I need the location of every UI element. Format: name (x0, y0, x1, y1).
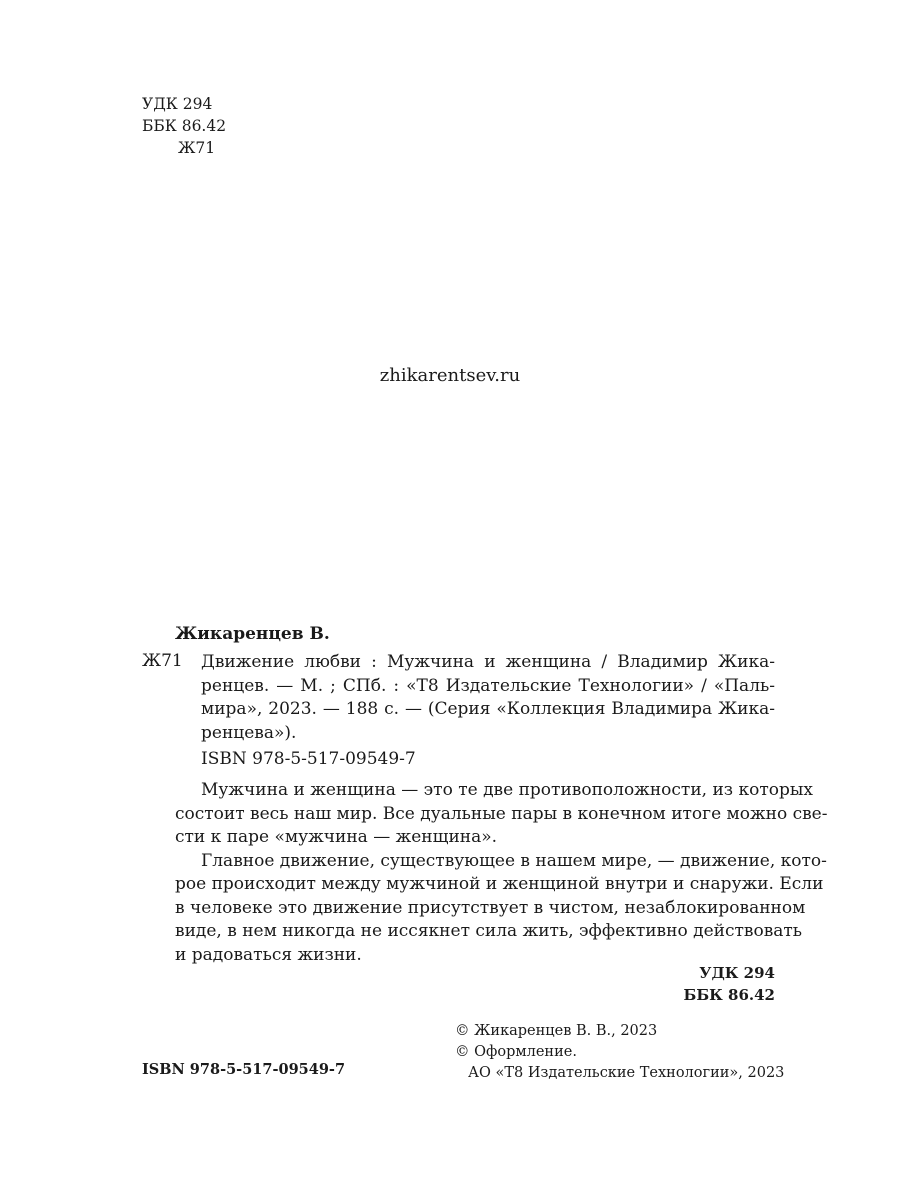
annotation (175, 779, 828, 967)
annotation-line: Мужчина и женщина — это те две противоположности, из которых (201, 780, 813, 800)
annotation-line: Главное движение, существующее в нашем мире, — движение, кото- (201, 850, 827, 871)
isbn-bottom: ISBN 978-5-517-09549-7 (142, 1061, 346, 1078)
annotation-line: в человеке это движение присутствует в чистом, незаблокированном (175, 897, 806, 918)
bibliography-author-mark: Ж71 (142, 651, 183, 671)
copyright-block (455, 1021, 784, 1084)
bibliography-line: Движение любви : Мужчина и женщина / Владимир Жика- (201, 652, 775, 672)
udk-code-bottom: УДК 294 (699, 964, 775, 982)
annotation-line: и радоваться жизни. (175, 944, 362, 965)
bibliography-line: ренцева»). (201, 722, 297, 743)
bibliography-description (201, 651, 775, 745)
annotation-line: состоит весь наш мир. Все дуальные пары в конечном итоге можно све- (175, 803, 828, 824)
annotation-line: виде, в нем никогда не иссякнет сила жить, эффективно действовать (175, 921, 803, 941)
bibliography-author: Жикаренцев В. (175, 624, 330, 644)
bibliography-line: мира», 2023. — 188 с. — (Серия «Коллекция Владимира Жика- (201, 699, 775, 719)
bibliography-line: ренцев. — М. ; СПб. : «Т8 Издательские Технологии» / «Паль- (201, 675, 775, 696)
udk-code: УДК 294 (142, 95, 213, 113)
author-mark: Ж71 (178, 139, 216, 157)
bbk-code-bottom: ББК 86.42 (683, 986, 775, 1004)
copyright-publisher: АО «Т8 Издательские Технологии», 2023 (468, 1065, 785, 1081)
annotation-line: сти к паре «мужчина — женщина». (175, 827, 498, 847)
classification-codes-bottom (560, 962, 775, 1006)
bibliography-isbn: ISBN 978-5-517-09549-7 (201, 749, 416, 769)
copyright-design: © Оформление. (455, 1044, 577, 1060)
bbk-code: ББК 86.42 (142, 117, 227, 135)
classification-codes-top (142, 93, 226, 159)
annotation-line: рое происходит между мужчиной и женщиной внутри и снаружи. Если (175, 874, 824, 894)
copyright-author: © Жикаренцев В. В., 2023 (455, 1023, 658, 1039)
website-url: zhikarentsev.ru (379, 365, 521, 386)
